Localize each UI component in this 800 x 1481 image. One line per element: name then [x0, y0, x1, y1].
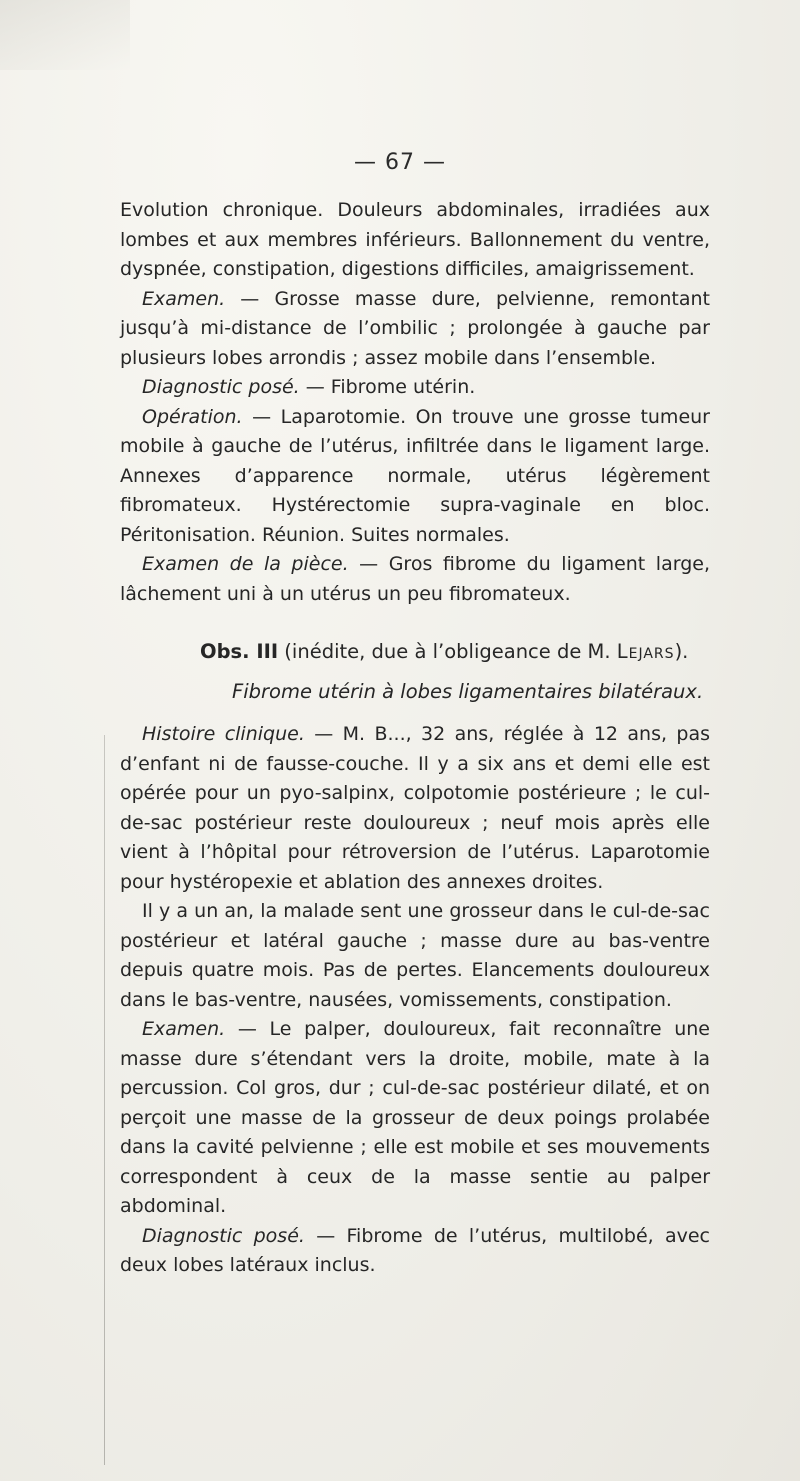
paragraph-text: Il y a un an, la malade sent une grosseur dans le cul-de-sac postérieur et latéral gauche ; masse dure au bas-ventre depuis quatre mois. Pas de pertes. Elancements douloureux dans le bas-ventre, nausées, vomissements, constipation.: [120, 900, 710, 1011]
paragraph-text: — M. B..., 32 ans, réglée à 12 ans, pas d’enfant ni de fausse-couche. Il y a six ans et demi elle est opérée pour un pyo-salpinx, colpotomie postérieure ; le cul-de-sac postérieur reste douloureux ; neuf mois après elle vient à l’hôpital pour rétroversion de l’utérus. Laparotomie pour hystéropexie et ablation des annexes droites.: [120, 723, 711, 893]
observation-note-suffix: ).: [674, 640, 689, 663]
paragraph-examen-piece: [120, 550, 710, 609]
paragraph-grosseur: [120, 897, 710, 1015]
paragraph-label: Examen.: [142, 1018, 226, 1040]
paragraph-label: Examen de la pièce.: [142, 553, 349, 575]
paragraph-examen: [120, 285, 710, 374]
paragraph-label: Diagnostic posé.: [142, 376, 300, 398]
paragraph-histoire: [120, 720, 710, 897]
paragraph-text: — Grosse masse dure, pelvienne, remontant jusqu’à mi-distance de l’ombilic ; prolongée à gauche par plusieurs lobes arrondis ; assez mobile dans l’ensemble.: [120, 287, 710, 369]
margin-rule: [104, 735, 105, 1465]
page-number: — 67 —: [354, 150, 446, 175]
observation-title: Fibrome utérin à lobes ligamentaires bilatéraux.: [232, 679, 704, 703]
paragraph-text: Evolution chronique. Douleurs abdominales, irradiées aux lombes et aux membres inférieurs. Ballonnement du ventre, dyspnée, constipation, digestions difficiles, amaigrissement.: [120, 199, 710, 280]
paragraph-label: Opération.: [142, 405, 243, 428]
paragraph-diagnostic: [120, 373, 710, 403]
paragraph-label: Histoire clinique.: [142, 723, 305, 745]
observation-author: Lejars: [616, 640, 675, 663]
paragraph-operation: [120, 403, 710, 551]
page-edge-shadow: [0, 0, 130, 70]
observation-note-prefix: (inédite, due à l’obligeance de M.: [278, 640, 617, 663]
observation-number: Obs. III: [200, 640, 279, 663]
paragraph-evolution: [120, 196, 710, 285]
paragraph-diagnostic-2: [120, 1222, 710, 1281]
body-text: [120, 196, 710, 1281]
paragraph-text: — Fibrome de l’utérus, multilobé, avec deux lobes latéraux inclus.: [120, 1224, 711, 1276]
paragraph-label: Diagnostic posé.: [142, 1224, 305, 1247]
paragraph-text: — Le palper, douloureux, fait reconnaître une masse dure s’étendant vers la droite, mobile, mate à la percussion. Col gros, dur ; cul-de-sac postérieur dilaté, et on perçoit une masse de la grosseur de deux poings prolabée dans la cavité pelvienne ; elle est mobile et ses mouvements correspondent à ceux de la masse sentie au palper abdominal.: [120, 1018, 710, 1217]
paragraph-text: — Laparotomie. On trouve une grosse tumeur mobile à gauche de l’utérus, infiltrée dans le ligament large. Annexes d’apparence normale, utérus légèrement fibromateux. Hystérectomie supra-vaginale en bloc. Péritonisation. Réunion. Suites normales.: [120, 405, 710, 546]
paragraph-examen-2: [120, 1015, 710, 1222]
paragraph-label: Examen.: [142, 287, 226, 310]
paragraph-text: — Gros fibrome du ligament large, lâchement uni à un utérus un peu fibromateux.: [120, 553, 710, 605]
paragraph-text: — Fibrome utérin.: [299, 376, 476, 398]
observation-heading: [120, 637, 710, 667]
